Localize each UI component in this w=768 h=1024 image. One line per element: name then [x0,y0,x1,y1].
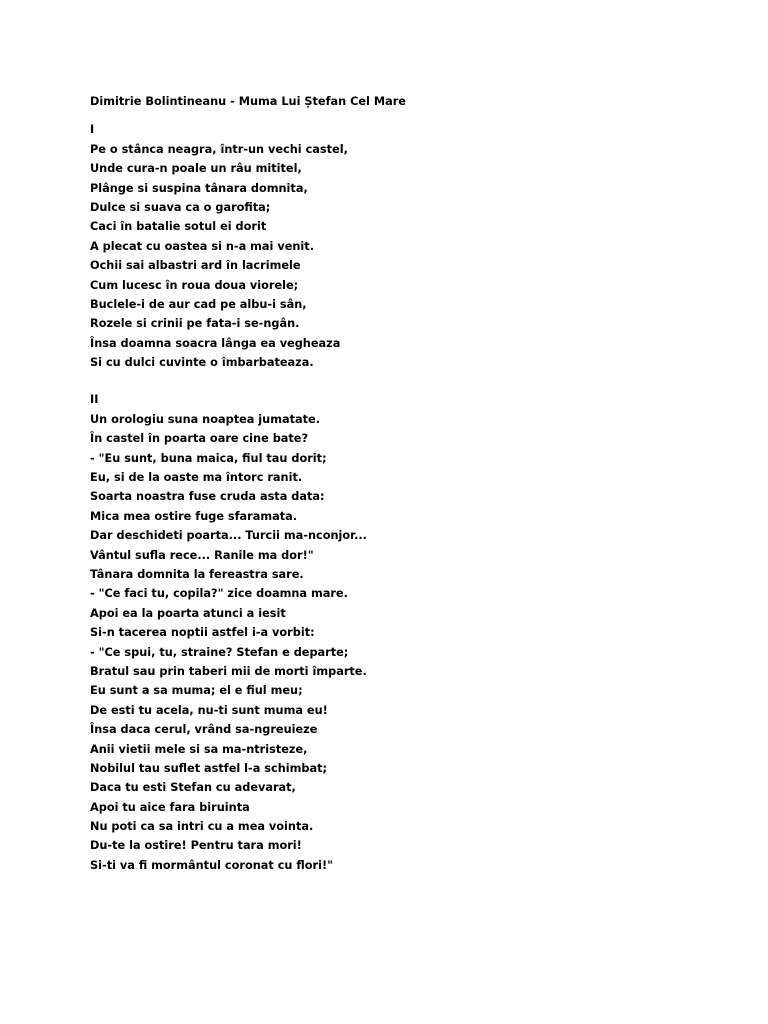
verse-line: Daca tu esti Stefan cu adevarat, [90,781,296,795]
stanza-separator [90,372,710,390]
stanza-1 [90,120,710,372]
verse-line: Bratul sau prin taberi mii de morti împarte. [90,664,367,678]
verse-line: Plânge si suspina tânara domnita, [90,181,308,195]
verse-line: Vântul sufla rece... Ranile ma dor!" [90,548,314,562]
verse-line: Du-te la ostire! Pentru tara mori! [90,839,302,853]
verse-line: Si-n tacerea noptii astfel i-a vorbit: [90,626,315,640]
verse-line: Unde cura-n poale un râu mititel, [90,162,302,176]
verse-line: Cum lucesc în roua doua viorele; [90,278,299,292]
verse-line: Si cu dulci cuvinte o îmbarbateaza. [90,356,314,370]
verse-line: Însa daca cerul, vrând sa-ngreuieze [90,723,318,737]
stanza-2 [90,390,710,875]
verse-line: Si-ti va fi mormântul coronat cu flori!" [90,858,333,872]
stanza-1-label: I [90,123,95,137]
verse-line: De esti tu acela, nu-ti sunt muma eu! [90,703,328,717]
document-title: Dimitrie Bolintineanu - Muma Lui Ștefan Cel Mare [90,95,406,108]
verse-line: Buclele-i de aur cad pe albu-i sân, [90,297,307,311]
verse-line: Apoi tu aice fara biruinta [90,800,250,814]
verse-line: Rozele si crinii pe fata-i se-ngân. [90,317,300,331]
verse-line: Apoi ea la poarta atunci a iesit [90,606,286,620]
verse-line: Dar deschideti poarta... Turcii ma-nconjor... [90,529,367,543]
verse-line: A plecat cu oastea si n-a mai venit. [90,239,314,253]
verse-line: - "Ce faci tu, copila?" zice doamna mare. [90,587,348,601]
verse-line: Ochii sai albastri ard în lacrimele [90,259,301,273]
verse-line: - "Ce spui, tu, straine? Stefan e departe; [90,645,349,659]
verse-line: Eu sunt a sa muma; el e fiul meu; [90,684,303,698]
verse-line: - "Eu sunt, buna maica, fiul tau dorit; [90,451,327,465]
verse-line: Nobilul tau suflet astfel l-a schimbat; [90,761,328,775]
stanza-2-label: II [90,393,99,407]
verse-line: Pe o stânca neagra, într-un vechi castel, [90,142,348,156]
verse-line: Mica mea ostire fuge sfaramata. [90,509,298,523]
verse-line: Dulce si suava ca o garofita; [90,200,271,214]
poem-text [90,92,710,875]
verse-line: Soarta noastra fuse cruda asta data: [90,490,325,504]
verse-line: Anii vietii mele si sa ma-ntristeze, [90,742,308,756]
verse-line: Un orologiu suna noaptea jumatate. [90,412,320,426]
verse-line: Tânara domnita la fereastra sare. [90,567,304,581]
verse-line: În castel în poarta oare cine bate? [90,432,309,446]
verse-line: Nu poti ca sa intri cu a mea vointa. [90,820,314,834]
verse-line: Însa doamna soacra lânga ea vegheaza [90,336,341,350]
verse-line: Eu, si de la oaste ma întorc ranit. [90,471,303,485]
verse-line: Caci în batalie sotul ei dorit [90,220,267,234]
